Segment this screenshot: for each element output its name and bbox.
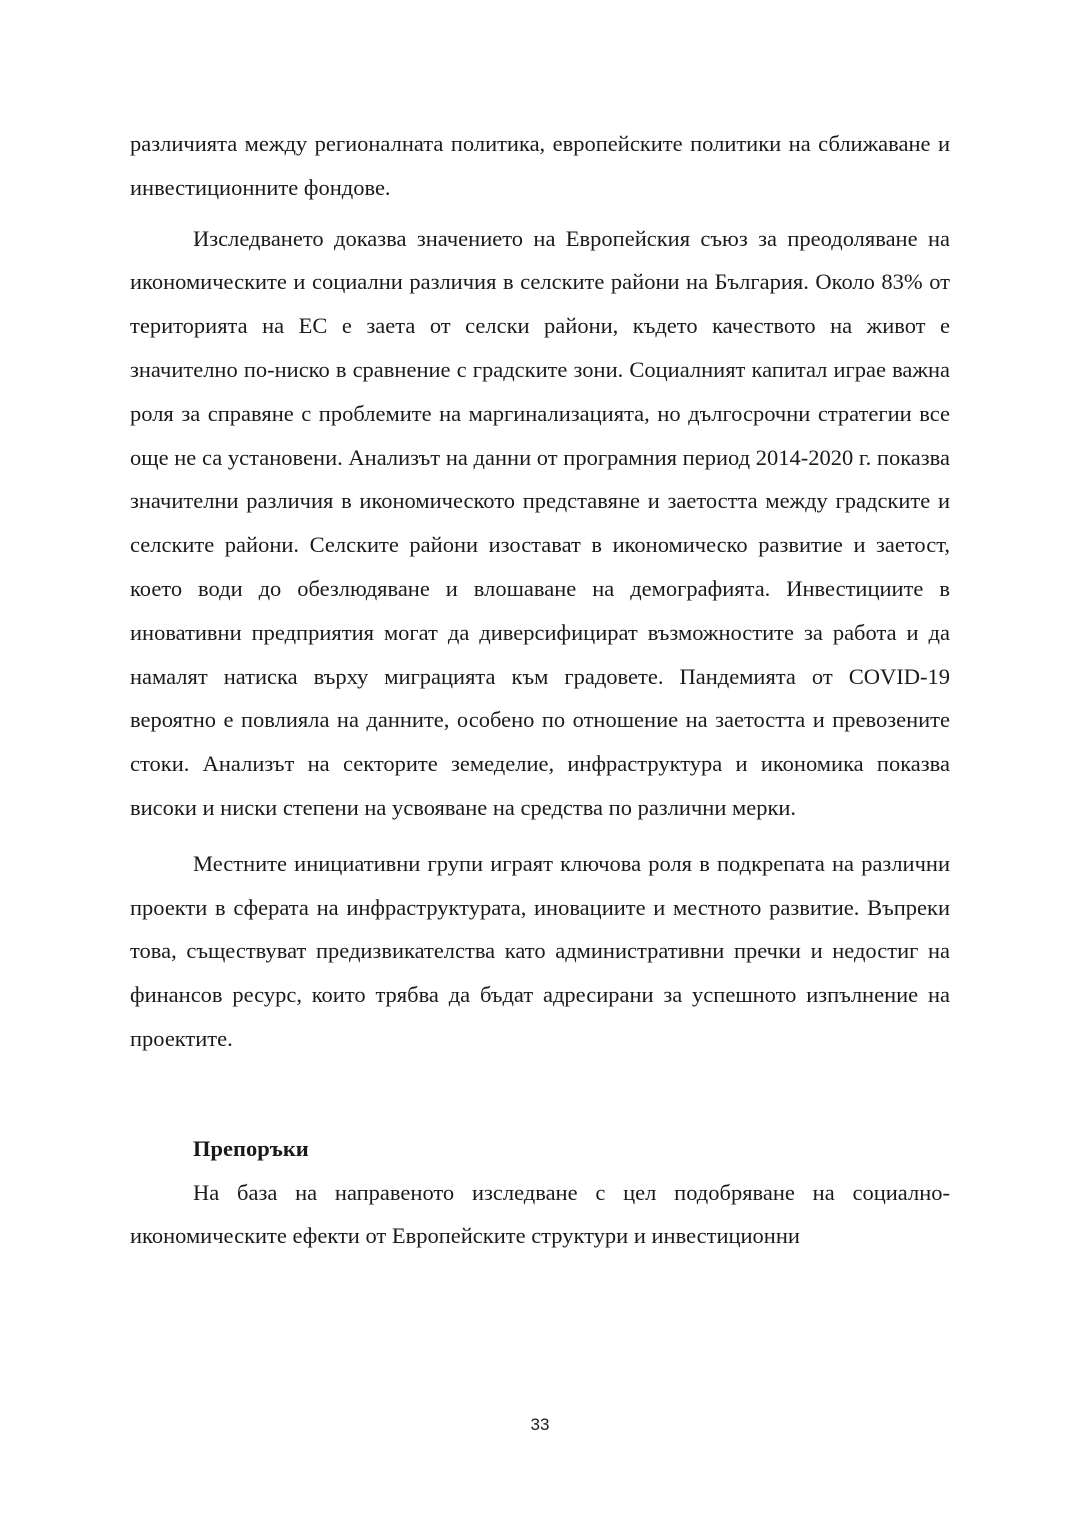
section-heading-recommendations: Препоръки	[193, 1135, 309, 1161]
document-page	[130, 122, 950, 1258]
paragraph-continuation: различията между регионалната политика, европейските политики на сближаване и инвестиционните фондове.	[130, 131, 950, 200]
paragraph-recommendations-intro: На база на направеното изследване с цел подобряване на социално-икономическите ефекти от Европейските структури и инвестиционни	[130, 1179, 950, 1249]
paragraph-local-action-groups: Местните инициативни групи играят ключова роля в подкрепата на различни проекти в сферата на инфраструктурата, иновациите и местното развитие. Въпреки това, съществуват предизвикателства като административни пречки и недостиг на финансов ресурс, които трябва да бъдат адресирани за успешното изпълнение на проектите.	[130, 850, 950, 1051]
page-number: 33	[530, 1415, 550, 1434]
paragraph-study-findings: Изследването доказва значението на Европейския съюз за преодоляване на икономическите и социални различия в селските райони на България. Около 83% от територията на ЕС е заета от селски райони, където качеството на живот е значително по-ниско в сравнение с градските зони. Социалният капитал играе важна роля за справяне с проблемите на маргинализацията, но дългосрочни стратегии все още не са установени. Анализът на данни от програмния период 2014-2020 г. показва значителни различия в икономическото представяне и заетостта между градските и селските райони. Селските райони изостават в икономическо развитие и заетост, което води до обезлюдяване и влошаване на демографията. Инвестициите в иновативни предприятия могат да диверсифицират възможностите за работа и да намалят натиска върху миграцията към градовете. Пандемията от COVID-19 вероятно е повлияла на данните, особено по отношение на заетостта и превозените стоки. Анализът на секторите земеделие, инфраструктура и икономика показва високи и ниски степени на усвояване на средства по различни мерки.	[130, 225, 950, 820]
